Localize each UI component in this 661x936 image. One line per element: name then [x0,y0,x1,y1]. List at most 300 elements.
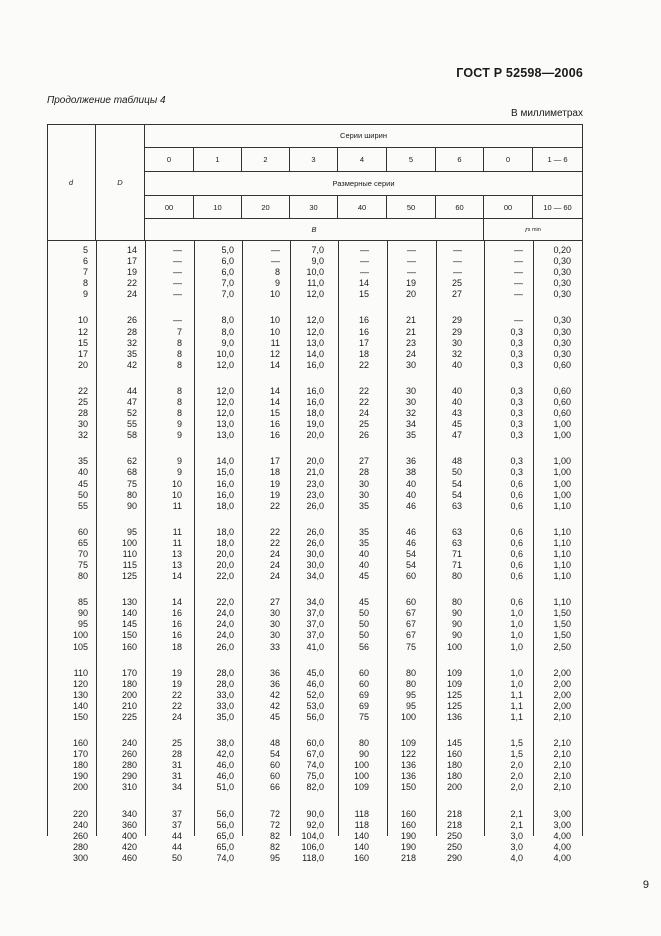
width-series-5: 5 [387,148,436,172]
table-cell: 240 [121,738,137,749]
table-cell: 51,0 [216,782,234,793]
table-cell: 7 [82,267,88,278]
table-cell: — [453,256,462,267]
table-cell: 2,50 [553,641,571,652]
table-cell: 1,10 [553,597,571,608]
table-cell: 35 [358,537,369,548]
table-cell: 0,6 [510,500,523,511]
table-cell: 140 [72,700,88,711]
table-cell: 1,1 [510,700,523,711]
table-cell: 17 [77,348,88,359]
table-cell: 75,0 [306,771,324,782]
table-cell: 160 [446,749,462,760]
table-cell: 0,6 [510,597,523,608]
table-cell: 0,6 [510,489,523,500]
table-cell: 2,10 [553,711,571,722]
table-cell: 35 [358,526,369,537]
table-cell: 19 [269,489,280,500]
table-cell: 200 [446,782,462,793]
table-cell: 60 [269,771,280,782]
table-cell: 220 [72,808,88,819]
table-cell: 0,60 [553,408,571,418]
table-cell: 24 [269,559,280,570]
table-cell: 340 [121,808,137,819]
table-cell: — [173,315,182,326]
table-cell: 0,6 [510,537,523,548]
table-cell: 15 [269,408,280,418]
table-cell: 16 [358,315,369,326]
table-cell: 10 [77,315,88,326]
table-cell: 18 [269,467,280,478]
table-cell: 18,0 [216,526,234,537]
table-cell: 13,0 [306,337,324,348]
table-cell: 33,0 [216,689,234,700]
table-cell: 60,0 [306,738,324,749]
size-series-5: 50 [387,196,436,219]
table-cell: 8,0 [221,315,234,326]
table-cell: 180 [72,760,88,771]
table-cell: 145 [446,738,462,749]
table-cell: 0,6 [510,526,523,537]
table-cell: 28 [171,749,182,760]
table-cell: 56,0 [216,808,234,819]
table-cell: 31 [171,771,182,782]
table-cell: 90 [451,619,462,630]
table-cell: 0,3 [510,419,523,429]
table-cell: 60 [358,667,369,678]
table-cell: 8 [176,385,182,396]
table-cell: 6,0 [221,267,234,278]
table-cell: 0,6 [510,478,523,489]
table-cell: 90 [451,608,462,619]
table-cell: 0,30 [553,267,571,278]
table-cell: 0,3 [510,396,523,407]
table-cell: 95 [269,852,280,863]
table-cell: 48 [269,738,280,749]
table-cell: 82 [269,841,280,852]
column-divider [387,241,388,836]
table-cell: 100 [121,537,137,548]
table-cell: 7,0 [221,278,234,289]
width-series-8: 1 — 6 [533,148,583,172]
table-cell: 1,5 [510,738,523,749]
table-cell: 0,3 [510,337,523,348]
table-cell: 70 [77,548,88,559]
table-cell: 44 [171,830,182,841]
table-cell: 7 [176,326,182,337]
table-cell: 38 [405,467,416,478]
table-cell: 54 [269,749,280,760]
table-cell: 35 [126,348,137,359]
table-cell: 12,0 [306,289,324,300]
table-cell: 1,0 [510,619,523,630]
table-cell: 45 [358,597,369,608]
table-cell: 22 [171,689,182,700]
column-divider [290,241,291,836]
table-cell: — [360,267,369,278]
table-cell: 10 [269,315,280,326]
table-cell: 72 [269,808,280,819]
table-cell: 12,0 [216,408,234,418]
column-divider [338,241,339,836]
table-cell: 25 [171,738,182,749]
width-series-0: 0 [145,148,194,172]
table-cell: 55 [126,419,137,429]
width-series-4: 4 [338,148,387,172]
table-cell: 82 [269,830,280,841]
table-cell: 60 [358,678,369,689]
table-cell: 32 [77,430,88,441]
table-cell: — [271,245,280,255]
width-series-3: 3 [290,148,338,172]
table-cell: 26 [358,430,369,441]
table-cell: 42 [126,359,137,370]
table-cell: 80 [126,489,137,500]
table-cell: 52,0 [306,689,324,700]
table-cell: 30 [269,619,280,630]
table-cell: 40 [451,359,462,370]
table-cell: 24 [269,571,280,581]
table-cell: 10,0 [216,348,234,359]
table-cell: 50 [358,619,369,630]
table-cell: 0,30 [553,315,571,326]
table-cell: 66 [269,782,280,793]
table-cell: 19 [126,267,137,278]
table-cell: 20,0 [216,559,234,570]
table-cell: 17 [358,337,369,348]
table-cell: 14,0 [306,348,324,359]
table-cell: 300 [72,852,88,863]
table-cell: 140 [353,841,369,852]
table-cell: 46,0 [216,771,234,782]
table-cell: 150 [400,782,416,793]
table-cell: 22 [269,500,280,511]
table-cell: 50 [358,630,369,641]
table-cell: 42,0 [216,749,234,760]
table-cell: 95 [405,689,416,700]
table-cell: 44 [171,841,182,852]
table-cell: 95 [405,700,416,711]
table-cell: 28,0 [216,678,234,689]
table-cell: 140 [353,830,369,841]
table-cell: 30 [269,608,280,619]
table-cell: 290 [446,852,462,863]
table-cell: 35,0 [216,711,234,722]
table-cell: 16 [171,608,182,619]
table-cell: 50 [358,608,369,619]
table-cell: 67 [405,608,416,619]
table-cell: 310 [121,782,137,793]
table-cell: 22 [358,396,369,407]
table-cell: 160 [353,852,369,863]
table-cell: 37 [171,819,182,830]
table-cell: 118,0 [302,852,324,863]
table-cell: 34,0 [306,597,324,608]
table-cell: 28 [126,326,137,337]
table-cell: — [514,278,523,289]
table-cell: 80 [405,678,416,689]
table-cell: 125 [446,689,462,700]
table-cell: 150 [121,630,137,641]
table-cell: 16,0 [306,385,324,396]
table-cell: 42 [269,700,280,711]
table-cell: 109 [400,738,416,749]
table-cell: 280 [72,841,88,852]
table-cell: 47 [126,396,137,407]
table-cell: 290 [121,771,137,782]
table-cell: 104,0 [301,830,324,841]
table-cell: 105 [72,641,88,652]
table-cell: 1,00 [553,489,571,500]
table-cell: 21 [405,315,416,326]
table-cell: 75 [358,711,369,722]
table-cell: 1,50 [553,619,571,630]
table-cell: 2,10 [553,738,571,749]
table-cell: 0,3 [510,408,523,418]
table-cell: 190 [400,841,416,852]
table-cell: 14,0 [216,456,234,467]
table-cell: 218 [446,819,462,830]
table-cell: 67 [405,630,416,641]
table-cell: 2,10 [553,771,571,782]
table-cell: 2,0 [510,782,523,793]
table-cell: — [173,256,182,267]
size-series-1: 10 [194,196,242,219]
table-cell: 32 [405,408,416,418]
table-cell: 38,0 [216,738,234,749]
table-cell: 13,0 [216,430,234,441]
table-cell: 45 [77,478,88,489]
col-header-B: B [145,219,484,241]
table-cell: 12,0 [306,315,324,326]
table-cell: 136 [446,711,462,722]
table-cell: 46 [405,537,416,548]
table-cell: 15 [77,337,88,348]
column-divider [533,241,534,836]
table-cell: 22 [126,278,137,289]
table-cell: 145 [121,619,137,630]
table-cell: 26,0 [306,500,324,511]
size-series-6: 60 [436,196,484,219]
table-cell: 30,0 [306,559,324,570]
table-cell: 130 [72,689,88,700]
table-cell: 14 [171,571,182,581]
table-cell: 50 [171,852,182,863]
table-cell: 250 [446,830,462,841]
table-cell: 90 [358,749,369,760]
table-cell: 71 [451,559,462,570]
table-cell: 0,30 [553,326,571,337]
table-cell: 0,60 [553,385,571,396]
table-cell: 22,0 [216,597,234,608]
table-cell: 95 [126,526,137,537]
table-cell: 23,0 [306,478,324,489]
table-cell: 24 [171,711,182,722]
table-cell: 10 [269,326,280,337]
table-cell: 33 [269,641,280,652]
table-cell: 118 [354,819,369,830]
table-cell: 41,0 [306,641,324,652]
size-series-8: 10 — 60 [533,196,583,219]
table-cell: 18 [358,348,369,359]
table-cell: 0,3 [510,359,523,370]
table-cell: 5,0 [221,245,234,255]
table-cell: 200 [72,782,88,793]
table-cell: — [453,267,462,278]
table-cell: 29 [451,326,462,337]
table-cell: 20 [77,359,88,370]
table-cell: — [514,315,523,326]
table-cell: 180 [446,760,462,771]
table-cell: 21 [405,326,416,337]
table-cell: 25 [77,396,88,407]
table-cell: 250 [446,841,462,852]
table-cell: 122 [400,749,416,760]
table-cell: 17 [126,256,137,267]
table-cell: 460 [121,852,137,863]
table-cell: 45 [269,711,280,722]
table-cell: 0,3 [510,467,523,478]
table-cell: 37,0 [306,608,324,619]
table-cell: 1,50 [553,608,571,619]
table-cell: 27 [451,289,462,300]
table-cell: 160 [400,808,416,819]
table-cell: 3,00 [553,819,571,830]
table-cell: 1,50 [553,630,571,641]
table-cell: 32 [451,348,462,359]
table-cell: 35 [358,500,369,511]
table-cell: 150 [72,711,88,722]
table-cell: 46,0 [306,678,324,689]
table-cell: 56,0 [216,819,234,830]
table-cell: 125 [121,571,137,581]
table-cell: 19 [171,678,182,689]
table-cell: 100 [72,630,88,641]
table-cell: 1,1 [510,689,523,700]
table-cell: 2,10 [553,749,571,760]
table-cell: 90 [451,630,462,641]
table-cell: 160 [400,819,416,830]
table-cell: 27 [358,456,369,467]
table-cell: 8 [274,267,280,278]
table-cell: 20 [405,289,416,300]
size-series-2: 20 [242,196,290,219]
table-cell: 8 [176,348,182,359]
table-cell: 1,10 [553,526,571,537]
table-cell: 17 [269,456,280,467]
table-cell: 1,00 [553,478,571,489]
table-cell: 14 [171,597,182,608]
table-cell: 0,6 [510,571,523,581]
table-cell: 12,0 [216,385,234,396]
table-cell: 2,0 [510,771,523,782]
table-cell: 18,0 [216,537,234,548]
table-cell: 180 [121,678,137,689]
table-cell: 200 [121,689,137,700]
table-cell: 1,0 [510,641,523,652]
width-series-7: 0 [484,148,533,172]
table-cell: 28,0 [216,667,234,678]
table-cell: 24,0 [216,619,234,630]
width-series-label: Серии ширин [145,124,583,148]
table-cell: 29 [451,315,462,326]
table-cell: 19 [171,667,182,678]
table-cell: 34 [171,782,182,793]
table-cell: 74,0 [216,852,234,863]
table-cell: 240 [72,819,88,830]
table-cell: 11 [172,537,182,548]
table-cell: 60 [77,526,88,537]
table-cell: 12 [77,326,88,337]
table-cell: 10 [171,489,182,500]
table-cell: 11,0 [307,278,324,289]
table-cell: — [453,245,462,255]
table-cell: 47 [451,430,462,441]
table-cell: 10,0 [306,267,324,278]
table-cell: 69 [358,700,369,711]
table-cell: 67 [405,619,416,630]
size-series-4: 40 [338,196,387,219]
table-cell: 15 [358,289,369,300]
table-cell: 4,00 [553,841,571,852]
table-cell: 82,0 [306,782,324,793]
table-cell: 62 [126,456,137,467]
table-cell: 160 [121,641,137,652]
table-cell: 4,00 [553,852,571,863]
table-cell: — [514,267,523,278]
size-series-7: 00 [484,196,533,219]
table-cell: 74,0 [306,760,324,771]
table-cell: 11 [270,337,280,348]
table-cell: 1,00 [553,430,571,441]
table-cell: 7,0 [311,245,324,255]
table-cell: 12,0 [216,396,234,407]
table-cell: 1,0 [510,667,523,678]
table-cell: 100 [446,641,462,652]
table-cell: 0,20 [553,245,571,255]
table-cell: 46 [405,500,416,511]
table-cell: 71 [451,548,462,559]
table-cell: 23,0 [306,489,324,500]
table-cell: 7,0 [221,289,234,300]
table-cell: 28 [77,408,88,418]
width-series-1: 1 [194,148,242,172]
table-cell: 16,0 [216,489,234,500]
table-cell: 50 [77,489,88,500]
table-cell: 20,0 [306,430,324,441]
table-cell: 16 [269,419,280,429]
width-series-2: 2 [242,148,290,172]
table-cell: 26 [126,315,137,326]
table-cell: 68 [126,467,137,478]
r-subscript: s min [527,226,541,233]
table-cell: 24,0 [216,630,234,641]
table-cell: 11 [172,500,182,511]
table-cell: 55 [77,500,88,511]
table-cell: 63 [451,526,462,537]
table-cell: 11 [172,526,182,537]
table-cell: 218 [446,808,462,819]
table-cell: 9 [176,419,182,429]
table-cell: 30 [405,396,416,407]
table-cell: 43 [451,408,462,418]
table-cell: 12 [269,348,280,359]
table-cell: 30 [77,419,88,429]
table-cell: 18,0 [306,408,324,418]
table-cell: 2,0 [510,760,523,771]
table-cell: 80 [358,738,369,749]
table-cell: 16,0 [306,359,324,370]
